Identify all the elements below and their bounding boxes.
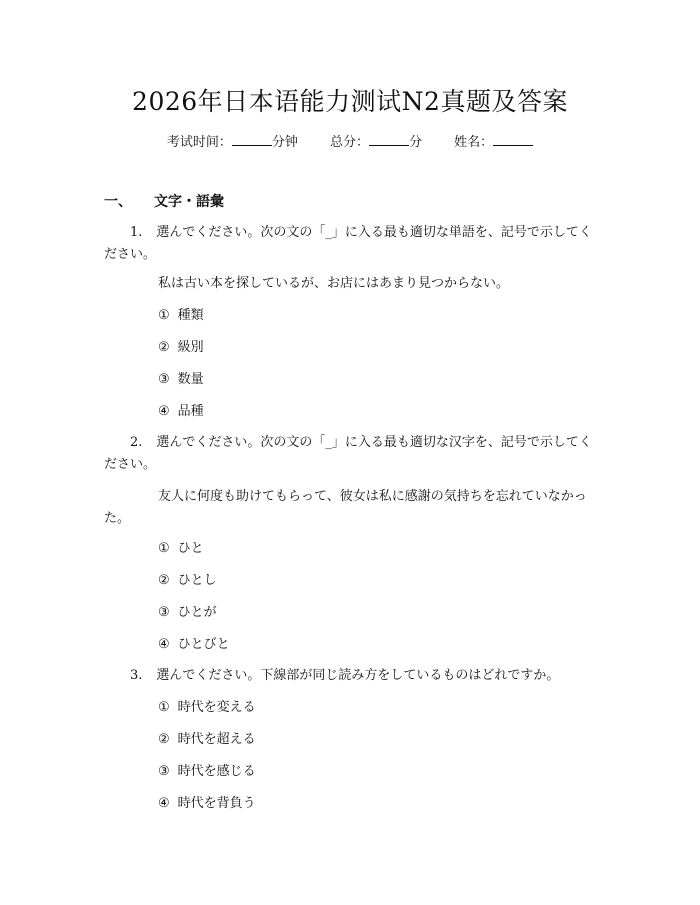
section-number: 一、 [104,194,132,210]
exam-meta [0,131,700,150]
question-2-sentence: 友人に何度も助けてもらって、彼女は私に感謝の気持ちを忘れていなかった。 [104,489,587,526]
question-number: 2. [130,435,143,450]
time-blank [232,133,272,146]
question-2-option-1: ① ひと [158,541,204,556]
question-2-option-3: ③ ひとが [158,605,217,620]
question-text: 選んでください。次の文の「_」に入る最も適切な単語を、記号で示してください。 [104,225,592,262]
score-blank [369,133,409,146]
question-number: 1. [130,225,143,240]
question-2-prompt [104,432,596,476]
question-1-sentence: 私は古い本を探しているが、お店にはあまり見つからない。 [158,276,510,291]
question-1-option-2: ② 級別 [158,340,204,355]
student-name [454,131,533,150]
question-3-option-2: ② 時代を超える [158,732,256,747]
question-3-option-1: ① 時代を変える [158,700,256,715]
time-unit: 分钟 [271,135,298,150]
question-1-option-4: ④ 品種 [158,404,204,419]
question-3-prompt [104,665,596,687]
question-text: 選んでください。次の文の「_」に入る最も適切な汉字を、記号で示してください。 [104,435,592,472]
question-1-option-3: ③ 数量 [158,372,204,387]
page-title: 2026年日本语能力测试N2真题及答案 [132,87,568,116]
question-number: 3. [130,668,143,683]
question-3-option-3: ③ 時代を感じる [158,764,256,779]
score-unit: 分 [409,135,423,150]
question-2-option-4: ④ ひとびと [158,637,230,652]
question-3-option-4: ④ 時代を背負う [158,796,256,811]
total-score [330,131,422,150]
time-label: 考试时间： [166,135,232,150]
question-1-prompt [104,222,596,266]
section-title: 文字・語彙 [154,194,224,210]
section-heading [104,191,224,211]
exam-time [167,131,298,150]
question-1-option-1: ① 種類 [158,308,204,323]
question-2-option-2: ② ひとし [158,573,217,588]
question-text: 選んでください。下線部が同じ読み方をしているものはどれですか。 [156,668,560,683]
score-label: 总分： [329,135,369,150]
name-label: 姓名： [454,135,494,150]
name-blank [493,133,533,146]
